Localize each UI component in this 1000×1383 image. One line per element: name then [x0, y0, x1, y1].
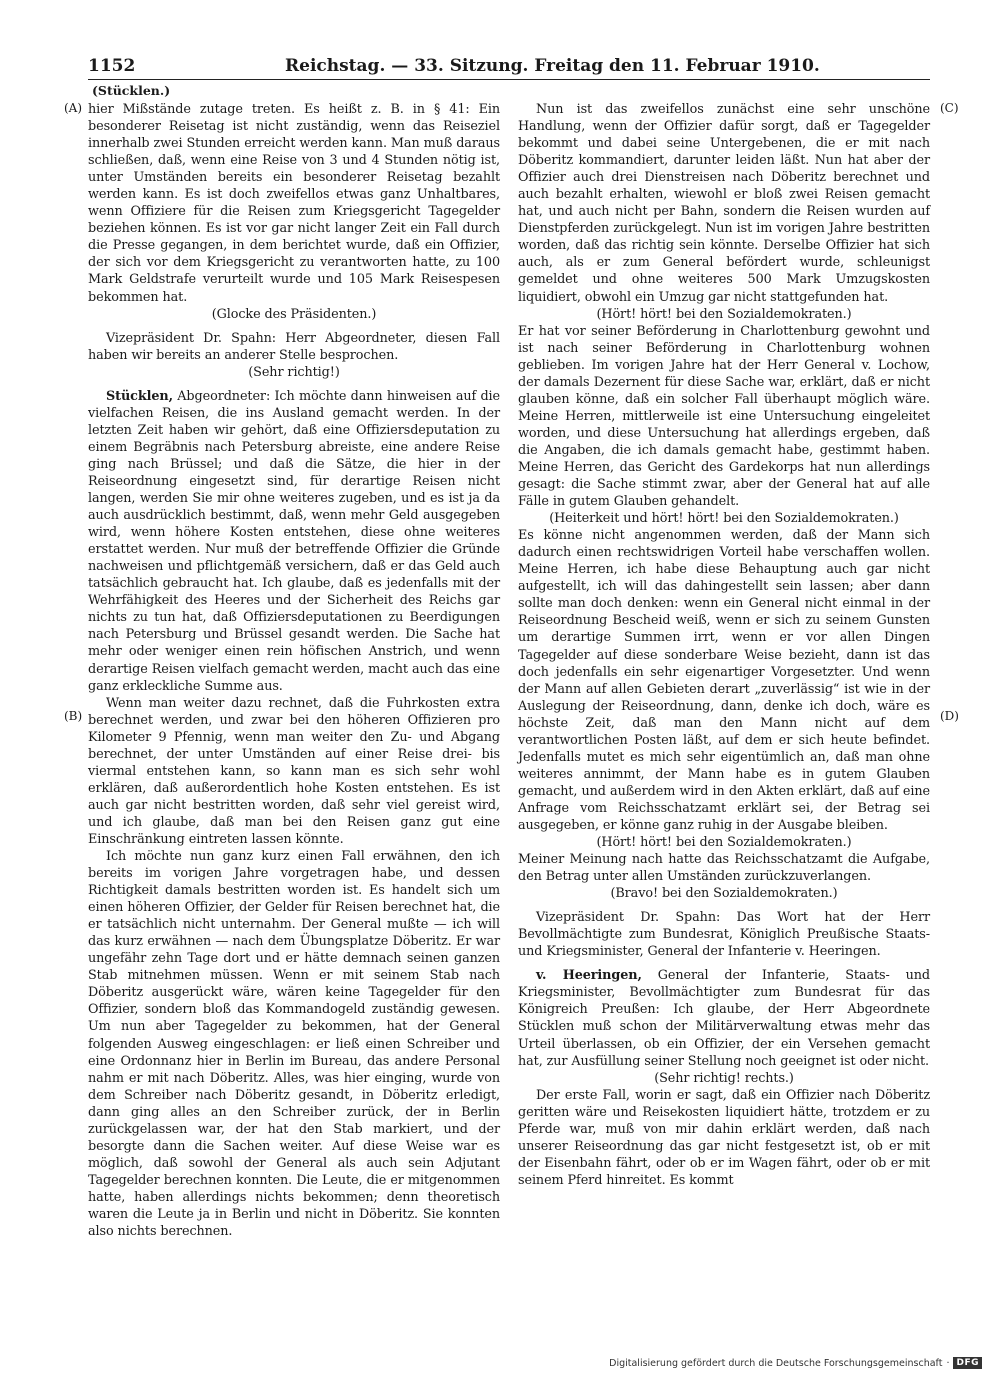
footer [609, 1357, 982, 1369]
stage-direction: (Bravo! bei den Sozialdemokraten.) [610, 886, 838, 902]
dfg-logo-icon: DFG [953, 1357, 982, 1369]
stage-direction: (Hört! hört! bei den Sozialdemokraten.) [596, 835, 852, 851]
speaker-name: Vizepräsident Dr. Spahn: [106, 330, 276, 346]
speaker-tag: (Stücklen.) [92, 83, 171, 98]
paragraph: hier Mißstände zutage treten. Es heißt z. B. in § 41: Ein besonderer Reisetag ist nicht zuständig, wenn das Reiseziel innerhalb zwei Stunden erreicht werden kann. Man muß daraus schließen, daß, wenn eine Reise von 3 und 4 Stunden nötig ist, unter Umständen bereits ein besonderer Reisetag bezahlt werden kann. Es ist doch zweifellos etwas ganz Unhaltbares, wenn Offiziere für die Reisen zum Kriegsgericht Tagegelder beziehen können. Es ist vor gar nicht langer Zeit ein Fall durch die Presse gegangen, in dem berichtet wurde, daß ein Offizier, der sich vor dem Kriegsgericht zu verantworten hatte, zu 100 Mark Geldstrafe verurteilt wurde und 105 Mark Reisespesen bekommen hat. [88, 102, 500, 305]
paragraph: Meiner Meinung nach hatte das Reichsschatzamt die Aufgabe, den Betrag unter allen Umständen zurückzuverlangen. [518, 852, 930, 885]
paragraph: Er hat vor seiner Beförderung in Charlottenburg gewohnt und ist nach seiner Beförderung in Charlottenburg wohnen geblieben. Im vorigen Jahre hat der Herr General v. Lochow, der damals Dezernent für diese Sache war, erklärt, daß er nicht glauben könne, daß ein solcher Fall überhaupt möglich wäre. Meine Herren, mittlerweile ist eine Untersuchung eingeleitet worden, und diese Untersuchung hat allerdings ergeben, daß die Angaben, die ich damals gemacht habe, gestimmt haben. Meine Herren, das Gericht des Gardekorps hat nun allerdings gesagt: die Sache stimmt zwar, aber der General hat auf alle Fälle in gutem Glauben gehandelt. [518, 323, 930, 510]
margin-marker-a: (A) [64, 101, 83, 115]
paragraph: Der erste Fall, worin er sagt, daß ein Offizier nach Döberitz geritten wäre und Reisekosten liquidiert hätte, trotzdem er zu Pferde war, muß von mir dahin erklärt werden, daß nach unserer Reiseordnung das gar nicht festgesetzt ist, ob er mit der Eisenbahn fährt, oder ob er im Wagen fährt, oder ob er mit seinem Pferd hinreitet. Es kommt [518, 1087, 930, 1188]
speech-paragraph [88, 388, 500, 695]
paragraph: Es könne nicht angenommen werden, daß der Mann sich dadurch einen rechtswidrigen Vorteil habe verschaffen wollen. Meine Herren, ich habe diese Behauptung auch gar nicht aufgestellt, ich will das dahingestellt sein lassen; aber dann sollte man doch denken: wenn ein General nicht einmal in der Reiseordnung Bescheid weiß, wenn er sich zu seinem Gunsten um derartige Summen irrt, wenn er vor allen Dingen Tagegelder auf diese sonderbare Weise bezieht, dann ist das doch jedenfalls ein sehr eigenartiger Vorgesetzter. Und wenn der Mann auf allen Gebieten derart „zuverlässig“ ist wie in der Auslegung der Reiseordnung, dann, denke ich doch, wäre es höchste Zeit, daß man den Mann nicht auf dem verantwortlichen Posten läßt, auf dem er sich heute befindet. Jedenfalls mutet es mich sehr eigentümlich an, daß man ohne weiteres annimmt, der Mann habe es in gutem Glauben gemacht, und außerdem wird in den Akten erklärt, daß auf eine Anfrage vom Reichsschatzamt erklärt sei, der Betrag sei ausgegeben, er könne ganz ruhig in der Ausgabe bleiben. [518, 528, 930, 833]
speech-text: Herr Abgeordneter, diesen Fall haben wir bereits an anderer Stelle besprochen. [88, 330, 500, 363]
stage-direction: (Sehr richtig! rechts.) [654, 1070, 794, 1086]
margin-marker-d: (D) [940, 709, 959, 723]
left-column [88, 101, 500, 1240]
page-number: 1152 [88, 56, 136, 76]
speech-text: General der Infanterie, Staats- und Kriegsminister, Bevollmächtigter zum Bundesrat für das Königreich Preußen: Ich glaube, der Herr Abgeordnete Stücklen muß schon der Militärverwaltung etwas mehr das Urteil überlassen, ob ein Offizier, der ein Versehen gemacht hat, zur Ausfüllung seiner Stellung noch geeignet ist oder nicht. [518, 968, 931, 1069]
footer-text: Digitalisierung gefördert durch die Deutsche Forschungsgemeinschaft [609, 1357, 943, 1369]
speech-paragraph [518, 967, 930, 1069]
page-header-title: Reichstag. — 33. Sitzung. Freitag den 11. Februar 1910. [285, 56, 820, 76]
footer-separator: · [946, 1357, 950, 1369]
speech-text: Abgeordneter: Ich möchte dann hinweisen auf die vielfachen Reisen, die ins Ausland gemacht werden. In der letzten Zeit haben wir gehört, daß eine Offiziersdeputation zu einem Begräbnis nach Petersburg abreiste, eine andere Reise ging nach Brüssel; und daß die Sätze, die hier in der Reiseordnung eingesetzt sind, für derartige Reisen nicht langen, werden Sie mir ohne weiteres zugeben, und es ist ja da auch ausdrücklich bestimmt, daß, wenn mehr Geld ausgegeben wird, wenn höhere Kosten entstehen, diese ohne weiteres erstattet werden. Nur muß der betreffende Offizier die Gründe nachweisen und pflichtgemäß versichern, daß er das Geld auch tatsächlich gebraucht hat. Ich glaube, daß es jedenfalls mit der Wehrfähigkeit des Heeres und der Sicherheit des Reichs gar nichts zu tun hat, daß Offiziersdeputationen zu Beerdigungen nach Petersburg und Brüssel gesandt werden. Die Sache hat mehr oder weniger einen rein höfischen Anstrich, und wenn derartige Reisen vielfach gemacht werden, macht auch das eine ganz erkleckliche Summe aus. [88, 388, 500, 694]
speech-text: Das Wort hat der Herr Bevollmächtigte zum Bundesrat, Königlich Preußische Staats- und Kriegsminister, General der Infanterie v. Heeringen. [518, 910, 930, 960]
paragraph: Nun ist das zweifellos zunächst eine sehr unschöne Handlung, wenn der Offizier dafür sorgt, daß er Tagegelder bekommt und dabei seine Untergebenen, die er mit nach Döberitz kommandiert, darunter leiden läßt. Nun hat aber der Offizier auch drei Dienstreisen nach Döberitz berechnet und auch bezahlt erhalten, wiewohl er bloß zwei Reisen gemacht hat, und auch nicht per Bahn, sondern die Reisen wurden auf Dienstpferden zurückgelegt. Nun ist im vorigen Jahre bestritten worden, daß das richtig sein könnte. Derselbe Offizier hat sich auch, als er zum General befördert wurde, schleunigst gemeldet und ohne weiteres 500 Mark Umzugskosten liquidiert, obwohl ein Umzug gar nicht stattgefunden hat. [518, 102, 930, 305]
paragraph: Ich möchte nun ganz kurz einen Fall erwähnen, den ich bereits im vorigen Jahre vorgetragen habe, und dessen Richtigkeit damals bestritten worden ist. Es handelt sich um einen höheren Offizier, der Gelder für Reisen berechnet hat, die er tatsächlich nicht unternahm. Der General mußte — ich will das kurz erwähnen — nach dem Übungsplatze Döberitz. Er war ungefähr zehn Tage dort und er hätte demnach seinen ganzen Stab mitnehmen müssen. Wenn er mit seinem Stab nach Döberitz ausgerückt wäre, wären keine Tagegelder für den Offizier, sondern bloß das Kommandogeld zuständig gewesen. Um nun aber Tagegelder zu bekommen, hat der General folgenden Ausweg eingeschlagen: er ließ einen Schreiber und eine Ordonnanz hier in Berlin im Bureau, das andere Personal nahm er mit nach Döberitz. Alles, was hier einging, wurde von dem Schreiber nach Döberitz gesandt, in Döberitz erledigt, dann ging alles an den Schreiber zurück, der in Berlin zurückgelassen war, der hat den Stab markiert, und der besorgte dann die Sachen weiter. Auf diese Weise war es möglich, daß sowohl der General als auch sein Adjutant Tagegelder berechnen konnten. Die Leute, die er mitgenommen hatte, haben allerdings nichts bekommen; denn theoretisch waren die Leute ja in Berlin und nicht in Döberitz. Sie konnten also nichts berechnen. [88, 849, 500, 1240]
stage-direction: (Hört! hört! bei den Sozialdemokraten.) [596, 306, 852, 322]
speech-paragraph [88, 330, 500, 364]
speaker-name: Vizepräsident Dr. Spahn: [536, 910, 721, 926]
speaker-name: Stücklen, [106, 388, 173, 404]
stage-direction: (Glocke des Präsidenten.) [211, 306, 377, 322]
margin-marker-c: (C) [940, 101, 959, 115]
right-column [518, 101, 930, 1189]
speaker-name: v. Heeringen, [536, 968, 642, 984]
speech-paragraph [518, 909, 930, 960]
margin-marker-b: (B) [64, 709, 83, 723]
paragraph: Wenn man weiter dazu rechnet, daß die Fuhrkosten extra berechnet werden, und zwar bei den höheren Offizieren pro Kilometer 9 Pfennig, wenn man weiter den Zu- und Abgang berechnet, der unter Umständen auf einer Reise drei- bis viermal entstehen kann, so kann man es sich sehr wohl erklären, daß außerordentlich hohe Kosten entstehen. Es ist auch gar nicht bestritten worden, daß sehr viel gereist wird, und ich glaube, daß man bei den Reisen ganz gut eine Einschränkung eintreten lassen könnte. [88, 695, 500, 847]
stage-direction: (Sehr richtig!) [248, 364, 340, 380]
stage-direction: (Heiterkeit und hört! hört! bei den Sozialdemokraten.) [549, 511, 899, 527]
header-rule [88, 79, 930, 80]
